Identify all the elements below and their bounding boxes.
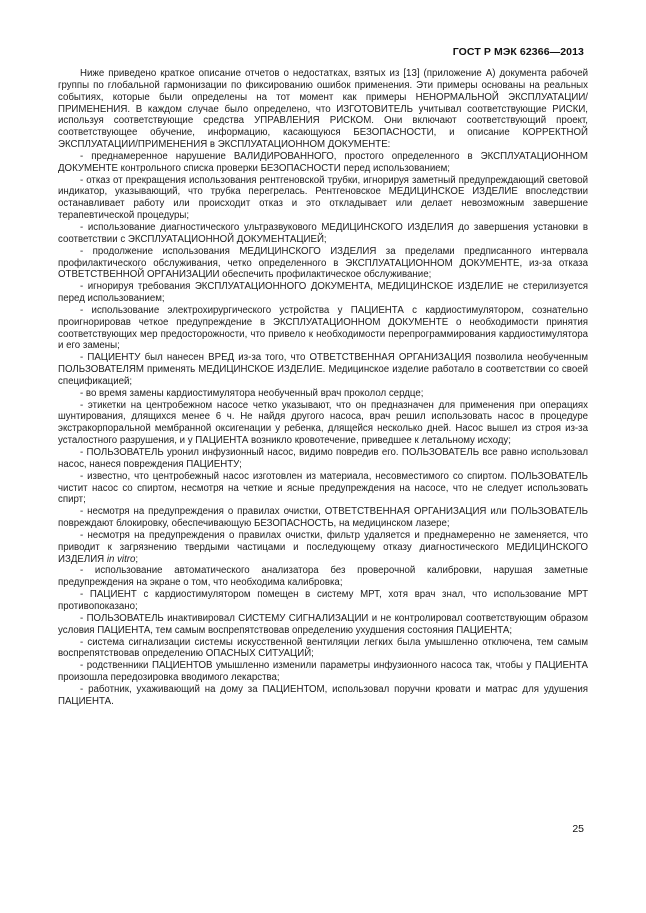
- standard-header: ГОСТ Р МЭК 62366—2013: [452, 46, 584, 58]
- list-item: - использование электрохирургического устройства у ПАЦИЕНТА с кардиостимулятором, сознательно проигнорировав четкое предупреждение в ЭКСПЛУАТАЦИОННОМ ДОКУМЕНТЕ о необходимости принятия соответствующих мер предосторожности, что привело к необходимости перепрограммирования кардиостимулятора и его замены;: [58, 304, 588, 352]
- list-item: - использование диагностического ультразвукового МЕДИЦИНСКОГО ИЗДЕЛИЯ до завершения установки в соответствии с ЭКСПЛУАТАЦИОННОЙ ДОКУМЕНТАЦИЕЙ;: [58, 221, 588, 245]
- list-item: - работник, ухаживающий на дому за ПАЦИЕНТОМ, использовал поручни кровати и матрас для удушения ПАЦИЕНТА.: [58, 683, 588, 707]
- list-item: - игнорируя требования ЭКСПЛУАТАЦИОННОГО ДОКУМЕНТА, МЕДИЦИНСКОЕ ИЗДЕЛИЕ не стерилизуется перед использованием;: [58, 281, 588, 305]
- list-item: - родственники ПАЦИЕНТОВ умышленно изменили параметры инфузионного насоса так, чтобы у ПАЦИЕНТА произошла передозировка вводимого лекарства;: [58, 660, 588, 684]
- list-item: - во время замены кардиостимулятора необученный врач проколол сердце;: [80, 387, 424, 399]
- intro-paragraph: Ниже приведено краткое описание отчетов о недостатках, взятых из [13] (приложение А) документа рабочей группы по глобальной гармонизации по фиксированию ошибок применения. Эти примеры основаны на реальных событиях, которые были определены на тот момент как примеры НЕНОРМАЛЬНОЙ ЭКСПЛУАТАЦИИ/ПРИМЕНЕНИЯ. В каждом случае было определено, что ИЗГОТОВИТЕЛЬ учитывал соответствующие РИСКИ, используя соответствующие средства УПРАВЛЕНИЯ РИСКОМ. Они включают соответствующий проект, соответствующее обучение, информацию, касающуюся БЕЗОПАСНОСТИ, и описание КОРРЕКТНОЙ ЭКСПЛУАТАЦИИ/ПРИМЕНЕНИЯ в ЭКСПЛУАТАЦИОННОМ ДОКУМЕНТЕ:: [58, 68, 588, 151]
- list-item: - несмотря на предупреждения о правилах очистки, ОТВЕТСТВЕННАЯ ОРГАНИЗАЦИЯ или ПОЛЬЗОВАТЕЛЬ повреждают блокировку, обеспечивающую БЕЗОПАСНОСТЬ, на медицинском лазере;: [58, 506, 588, 530]
- list-item: - ПОЛЬЗОВАТЕЛЬ инактивировал СИСТЕМУ СИГНАЛИЗАЦИИ и не контролировал соответствующим образом условия ПАЦИЕНТА, тем самым воспрепятствовав определению ухудшения состояния ПАЦИЕНТА;: [58, 612, 588, 636]
- list-item: - система сигнализации системы искусственной вентиляции легких была умышленно отключена, тем самым воспрепятствовав определению ОПАСНЫХ СИТУАЦИЙ;: [58, 636, 588, 660]
- list-item: - ПАЦИЕНТУ был нанесен ВРЕД из-за того, что ОТВЕТСТВЕННАЯ ОРГАНИЗАЦИЯ позволила необученным ПОЛЬЗОВАТЕЛЯМ применять МЕДИЦИНСКОЕ ИЗДЕЛИЕ. Медицинское изделие работало в соответствии со своей спецификацией;: [58, 352, 588, 387]
- list-item: - преднамеренное нарушение ВАЛИДИРОВАННОГО, простого определенного в ЭКСПЛУАТАЦИОННОМ ДОКУМЕНТЕ контрольного списка проверки БЕЗОПАСНОСТИ перед использованием;: [58, 150, 588, 174]
- list-item: - ПОЛЬЗОВАТЕЛЬ уронил инфузионный насос, видимо повредив его. ПОЛЬЗОВАТЕЛЬ все равно использовал насос, нанеся повреждения ПАЦИЕНТУ;: [58, 447, 588, 470]
- list-item: - ПАЦИЕНТ с кардиостимулятором помещен в систему МРТ, хотя врач знал, что использование МРТ противопоказано;: [58, 589, 588, 612]
- list-item: - известно, что центробежный насос изготовлен из материала, несовместимого со спиртом. ПОЛЬЗОВАТЕЛЬ чистит насос со спиртом, несмотря на четкие и ясные предупреждения на насосе, что не следует использовать спирт;: [58, 470, 588, 506]
- list-item: - этикетки на центробежном насосе четко указывают, что он предназначен для применения при операциях шунтирования, длящихся менее 6 ч. Не найдя другого насоса, врач решил использовать насос в процедуре экстракорпоральной мембранной оксигенации у ребенка, длящейся несколько дней. Насос вышел из строя из-за усталостного разрушения, и у ПАЦИЕНТА возникло кровотечение, приведшее к летальному исходу;: [58, 399, 588, 447]
- italic-term: in vitro: [106, 553, 136, 565]
- page-number: 25: [572, 823, 584, 835]
- list-item: [58, 530, 588, 566]
- list-item: - продолжение использования МЕДИЦИНСКОГО ИЗДЕЛИЯ за пределами предписанного интервала профилактического обслуживания, четко определенного в ЭКСПЛУАТАЦИОННОМ ДОКУМЕНТЕ, из-за отказа ОТВЕТСТВЕННОЙ ОРГАНИЗАЦИИ обеспечить профилактическое обслуживание;: [58, 245, 588, 281]
- list-item-text: - несмотря на предупреждения о правилах очистки, фильтр удаляется и преднамеренно не заменяется, что приводит к загрязнению твердыми частицами и последующему отказу диагностического МЕДИЦИНСКОГО ИЗДЕЛИЯ: [58, 529, 588, 565]
- list-item-punct: ;: [135, 553, 139, 565]
- list-item: - использование автоматического анализатора без проверочной калибровки, нарушая заметные предупреждения на экране о том, что необходима калибровка;: [58, 565, 588, 589]
- document-body: [58, 68, 588, 708]
- list-item: - отказ от прекращения использования рентгеновской трубки, игнорируя заметный предупреждающий световой индикатор, указывающий, что трубка перегрелась. Рентгеновское МЕДИЦИНСКОЕ ИЗДЕЛИЕ впоследствии останавливает работу или происходит отказ и это откладывает или делает невозможным завершение терапевтической процедуры;: [58, 174, 588, 222]
